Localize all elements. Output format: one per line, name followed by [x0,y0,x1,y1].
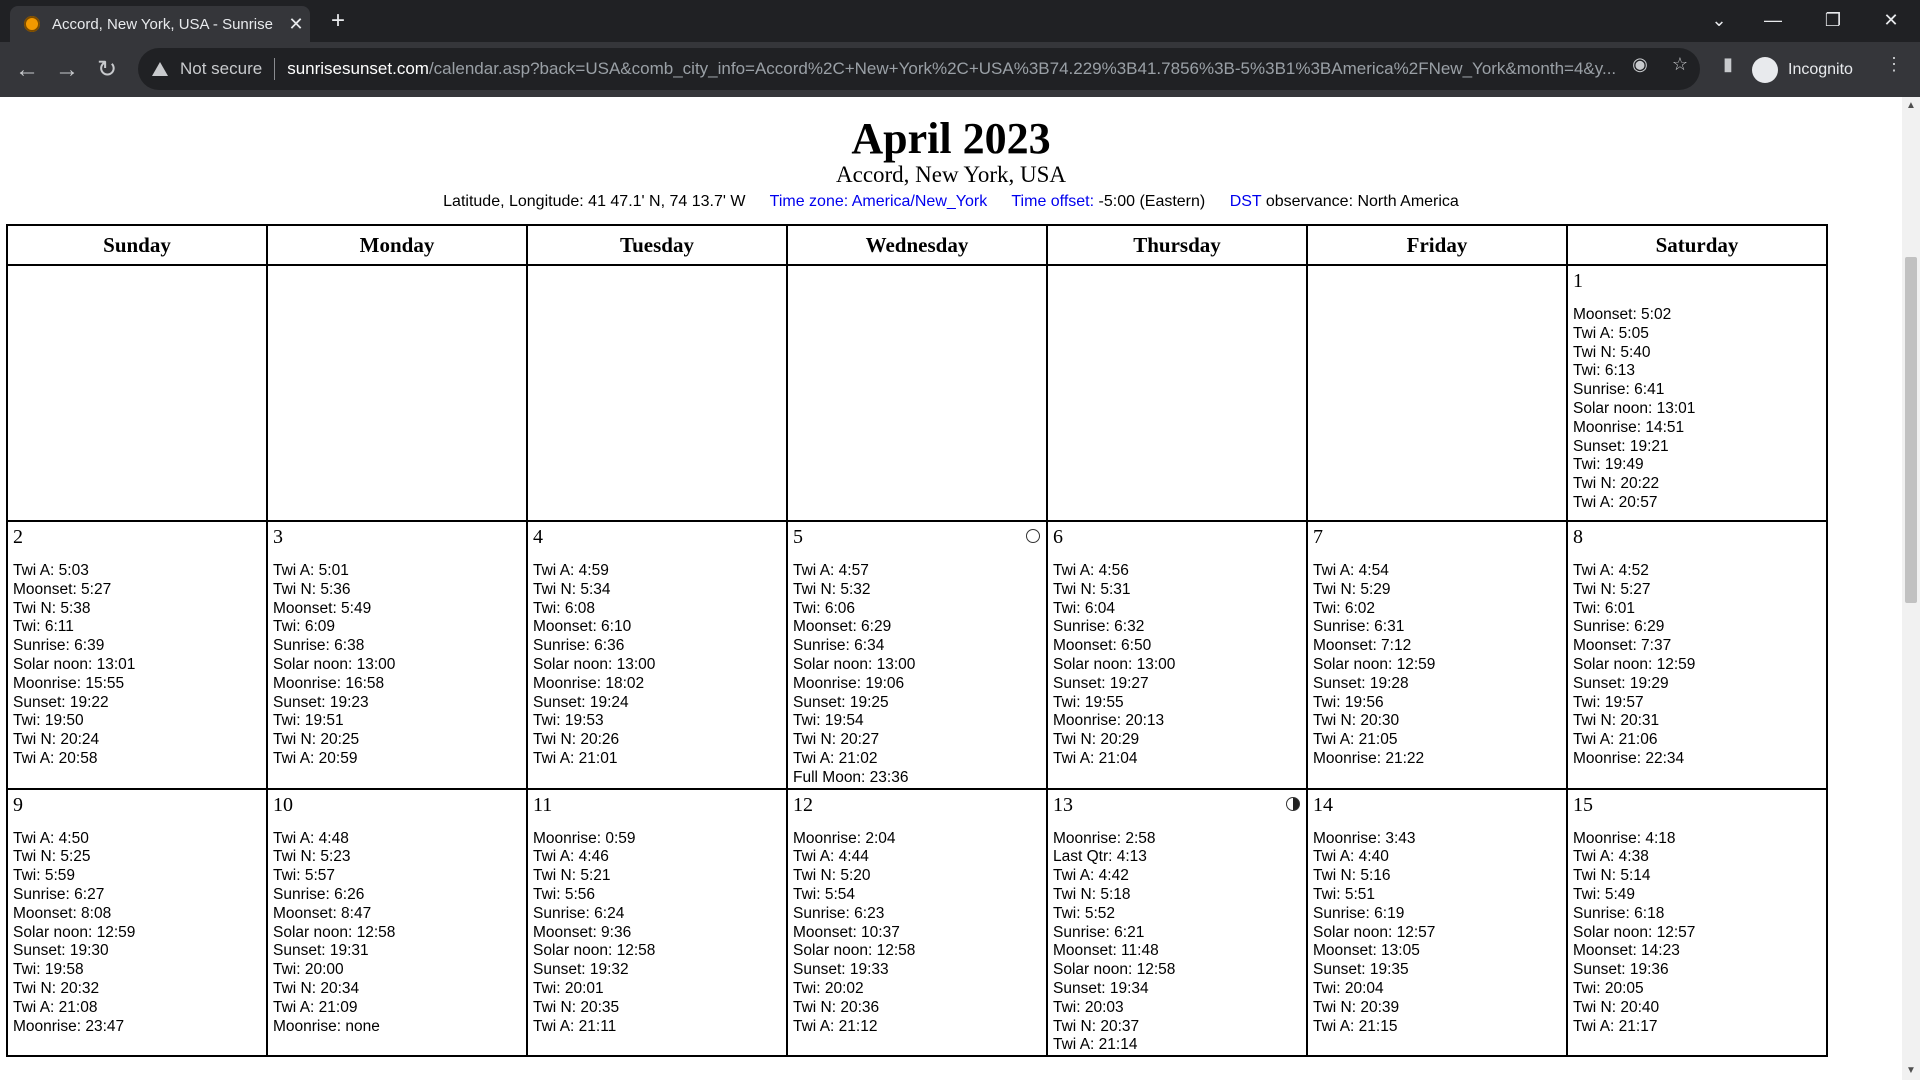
day-number: 9 [13,793,23,816]
day-event: Twi: 19:49 [1573,456,1644,474]
kebab-menu-icon[interactable]: ⋮ [1885,54,1903,74]
day-event: Twi: 5:59 [13,867,76,885]
scroll-up-arrow-icon[interactable]: ▲ [1906,100,1916,111]
day-event: Twi A: 4:56 [1053,562,1129,579]
url-path: /calendar.asp?back=USA&comb_city_info=Accord%2C+New+York%2C+USA%3B74.229%3B41.7856%3B-5%3B1%3BAmerica%2FNew_York&month=4&y... [428,59,1617,78]
day-event: Twi N: 5:36 [273,580,351,598]
day-event: Twi A: 4:46 [533,848,609,866]
location-info [0,193,1902,211]
day-event: Sunset: 19:25 [793,693,889,711]
day-event: Solar noon: 12:58 [793,942,916,960]
calendar-day-cell [787,789,1047,1057]
day-event: Twi N: 5:16 [1313,867,1391,885]
day-event: Twi N: 20:30 [1313,712,1400,730]
day-event: Twi A: 21:12 [793,1017,878,1035]
incognito-profile-button[interactable] [1752,52,1853,88]
day-event: Sunrise: 6:41 [1573,381,1665,399]
day-event: Twi N: 5:29 [1313,580,1391,598]
day-event: Moonrise: 19:06 [793,674,905,692]
weekday-header-row [7,225,1827,265]
scrollbar[interactable] [1902,97,1920,1080]
day-event: Moonset: 8:08 [13,904,112,922]
day-event: Moonset: 6:50 [1053,637,1152,655]
day-event: Twi N: 5:34 [533,580,611,598]
day-event: Twi A: 4:57 [793,562,869,579]
day-event: Sunset: 19:30 [13,942,109,960]
day-event: Twi A: 21:17 [1573,1017,1658,1035]
day-number: 15 [1573,793,1593,816]
day-event: Twi: 5:54 [793,885,856,903]
calendar-week-row [7,265,1827,521]
day-event: Twi N: 5:31 [1053,580,1131,598]
empty-day-cell [1307,265,1567,521]
day-number: 11 [533,793,553,816]
day-event: Twi N: 20:36 [793,998,880,1016]
day-event: Solar noon: 12:58 [273,923,396,941]
day-event: Twi: 19:55 [1053,693,1124,711]
new-tab-button[interactable]: + [330,7,345,34]
calendar-day-cell [1567,789,1827,1057]
url-host: sunrisesunset.com [287,59,429,78]
day-event: Moonset: 5:49 [273,599,372,617]
day-number: 5 [793,526,803,548]
day-event: Twi: 19:53 [533,712,604,730]
day-event: Sunset: 19:36 [1573,961,1669,979]
calendar-day-cell [267,521,527,789]
day-number: 4 [533,526,543,548]
day-event: Twi N: 5:38 [13,599,91,617]
day-event: Twi: 20:01 [533,979,604,997]
day-event: Twi N: 5:27 [1573,580,1651,598]
day-event: Moonset: 9:36 [533,923,632,941]
minimize-button[interactable]: — [1764,10,1782,30]
day-event: Solar noon: 12:58 [1053,961,1176,979]
empty-day-cell [267,265,527,521]
day-event: Sunrise: 6:23 [793,904,885,922]
day-event: Sunset: 19:29 [1573,674,1669,692]
day-event: Sunset: 19:31 [273,942,369,960]
full-moon-icon [1026,529,1040,543]
day-event: Solar noon: 13:00 [1053,655,1176,673]
day-event: Twi A: 4:48 [273,829,349,847]
day-event: Twi A: 4:54 [1313,562,1389,579]
day-event: Twi A: 21:04 [1053,749,1138,767]
day-event: Solar noon: 12:59 [1573,655,1696,673]
day-event: Twi A: 21:08 [13,998,98,1016]
day-event: Sunrise: 6:24 [533,904,625,922]
day-event: Twi N: 20:31 [1573,712,1660,730]
weekday-header: Wednesday [787,225,1047,265]
day-event: Moonset: 13:05 [1313,942,1420,960]
day-event: Sunrise: 6:31 [1313,618,1405,636]
calendar-day-cell [1307,789,1567,1057]
day-event: Twi N: 20:22 [1573,475,1660,493]
day-event: Twi N: 5:40 [1573,343,1651,361]
day-event: Moonrise: 15:55 [13,674,125,692]
day-event: Moonset: 5:27 [13,580,112,598]
day-event: Solar noon: 12:59 [1313,655,1436,673]
day-event: Twi N: 20:24 [13,731,100,749]
day-event: Twi N: 5:32 [793,580,871,598]
day-event: Solar noon: 13:00 [533,655,656,673]
day-event: Twi A: 21:06 [1573,731,1658,749]
day-event: Twi: 6:09 [273,618,336,636]
weekday-header: Thursday [1047,225,1307,265]
day-event: Twi A: 4:44 [793,848,869,866]
day-event: Twi N: 5:14 [1573,867,1651,885]
calendar-day-cell [787,521,1047,789]
calendar-day-cell [527,521,787,789]
day-event: Solar noon: 12:57 [1573,923,1696,941]
page-title: April 2023 [851,114,1051,163]
calendar-day-cell [7,789,267,1057]
browser-toolbar [0,42,1920,97]
reload-icon[interactable]: ↻ [96,56,118,83]
forward-arrow-icon[interactable]: → [55,56,79,83]
day-event: Sunset: 19:21 [1573,437,1669,455]
tab-title: Accord, New York, USA - Sunrise [52,15,273,33]
last-quarter-moon-icon [1286,797,1300,811]
day-event: Moonrise: 16:58 [273,674,385,692]
day-event: Sunrise: 6:19 [1313,904,1405,922]
city-name: Accord, New York, USA [836,162,1066,187]
day-event: Twi: 19:54 [793,712,864,730]
day-event: Twi: 19:51 [273,712,344,730]
calendar-day-cell [7,521,267,789]
day-event: Twi N: 20:26 [533,731,620,749]
day-event: Moonset: 8:47 [273,904,372,922]
day-event: Sunrise: 6:26 [273,885,365,903]
day-number: 13 [1053,793,1073,816]
day-event: Moonrise: none [273,1017,380,1035]
empty-day-cell [7,265,267,521]
day-event: Twi N: 20:34 [273,979,360,997]
day-event: Full Moon: 23:36 [793,768,909,786]
eye-off-icon[interactable]: ◉ [1632,54,1648,74]
day-event: Twi: 20:05 [1573,979,1644,997]
weekday-header: Monday [267,225,527,265]
day-event: Moonrise: 2:58 [1053,829,1156,847]
day-event: Twi A: 20:57 [1573,493,1658,511]
day-event: Moonrise: 2:04 [793,829,896,847]
day-event: Twi A: 21:05 [1313,731,1398,749]
day-event: Twi N: 20:25 [273,731,360,749]
day-event: Twi N: 20:32 [13,979,100,997]
day-event: Twi: 6:02 [1313,599,1376,617]
day-event: Twi: 19:58 [13,961,84,979]
day-event: Twi N: 5:25 [13,848,91,866]
day-event: Solar noon: 13:01 [1573,399,1696,417]
day-event: Twi: 6:13 [1573,362,1636,380]
day-event: Sunset: 19:35 [1313,961,1409,979]
day-event: Moonset: 5:02 [1573,306,1672,323]
security-label[interactable]: Not secure [180,59,263,78]
warning-triangle-icon [152,62,168,76]
day-event: Twi: 20:02 [793,979,864,997]
browser-tab[interactable] [10,6,310,42]
day-event: Twi A: 21:02 [793,749,878,767]
day-event: Twi: 20:03 [1053,998,1124,1016]
incognito-icon [1752,57,1778,83]
dst-value: observance: North America [1261,193,1459,210]
day-event: Twi A: 21:15 [1313,1017,1398,1035]
day-event: Twi: 6:11 [13,618,74,636]
day-event: Solar noon: 12:58 [533,942,656,960]
day-event: Twi: 6:01 [1573,599,1636,617]
day-event: Twi N: 20:35 [533,998,620,1016]
restore-button[interactable]: ❐ [1824,10,1842,30]
day-event: Twi N: 5:21 [533,867,611,885]
day-event: Moonrise: 20:13 [1053,712,1165,730]
day-number: 12 [793,793,813,816]
day-event: Sunset: 19:23 [273,693,369,711]
day-event: Twi A: 5:03 [13,562,89,579]
day-event: Last Qtr: 4:13 [1053,848,1147,866]
back-arrow-icon[interactable]: ← [15,56,39,83]
scrollbar-thumb[interactable] [1905,257,1917,603]
day-event: Twi: 19:57 [1573,693,1644,711]
day-event: Twi: 5:56 [533,885,596,903]
calendar-day-cell [527,789,787,1057]
day-event: Moonrise: 14:51 [1573,418,1685,436]
day-event: Sunset: 19:32 [533,961,629,979]
timezone-link[interactable]: Time zone: America/New_York [769,193,988,210]
day-event: Twi: 5:57 [273,867,336,885]
day-number: 1 [1573,270,1583,292]
weekday-header: Saturday [1567,225,1827,265]
day-event: Twi N: 20:37 [1053,1017,1140,1035]
day-event: Sunrise: 6:27 [13,885,105,903]
day-event: Solar noon: 12:57 [1313,923,1436,941]
day-event: Twi: 5:52 [1053,904,1116,922]
day-event: Twi N: 20:29 [1053,731,1140,749]
day-event: Sunset: 19:28 [1313,674,1409,692]
day-event: Moonrise: 23:47 [13,1017,125,1035]
day-event: Twi N: 20:39 [1313,998,1400,1016]
day-event: Moonset: 11:48 [1053,942,1159,960]
day-event: Twi N: 5:18 [1053,885,1131,903]
day-event: Twi N: 5:23 [273,848,351,866]
day-event: Twi: 5:51 [1313,885,1376,903]
day-event: Moonrise: 0:59 [533,829,636,847]
empty-day-cell [527,265,787,521]
day-event: Moonset: 7:37 [1573,637,1672,655]
day-event: Twi A: 21:01 [533,749,618,767]
day-event: Sunrise: 6:34 [793,637,885,655]
calendar-table [6,224,1828,1057]
day-event: Solar noon: 13:00 [273,655,396,673]
day-event: Twi A: 5:05 [1573,324,1649,342]
day-event: Moonset: 6:10 [533,618,632,636]
calendar-day-cell [1567,521,1827,789]
omnibox-divider [274,58,275,80]
day-event: Sunrise: 6:36 [533,637,625,655]
day-event: Sunrise: 6:38 [273,637,365,655]
empty-day-cell [1047,265,1307,521]
weekday-header: Friday [1307,225,1567,265]
day-number: 2 [13,526,23,548]
day-event: Twi A: 21:14 [1053,1036,1138,1054]
day-event: Sunrise: 6:29 [1573,618,1665,636]
day-number: 10 [273,793,293,816]
day-event: Solar noon: 13:01 [13,655,136,673]
day-event: Twi A: 4:59 [533,562,609,579]
day-event: Moonrise: 4:18 [1573,829,1676,847]
day-event: Twi: 19:50 [13,712,84,730]
weekday-header: Tuesday [527,225,787,265]
day-event: Sunrise: 6:21 [1053,923,1145,941]
side-panel-icon[interactable]: ▮ [1723,54,1733,74]
day-event: Moonrise: 22:34 [1573,749,1685,767]
day-event: Twi A: 20:58 [13,749,98,767]
day-event: Twi: 6:06 [793,599,856,617]
day-event: Twi A: 4:42 [1053,867,1129,885]
calendar-week-row [7,789,1827,1057]
day-event: Sunset: 19:34 [1053,979,1149,997]
day-number: 7 [1313,526,1323,548]
bookmark-star-icon[interactable]: ☆ [1671,54,1689,74]
sun-favicon-icon [24,16,40,32]
day-event: Sunrise: 6:39 [13,637,105,655]
day-event: Twi: 6:04 [1053,599,1116,617]
day-event: Twi N: 20:40 [1573,998,1660,1016]
day-event: Twi A: 21:09 [273,998,358,1016]
day-event: Sunset: 19:33 [793,961,889,979]
day-event: Solar noon: 12:59 [13,923,136,941]
day-event: Moonrise: 3:43 [1313,829,1416,847]
day-event: Moonrise: 18:02 [533,674,645,692]
day-event: Moonrise: 21:22 [1313,749,1425,767]
scroll-down-arrow-icon[interactable]: ▼ [1906,1065,1916,1076]
day-event: Twi A: 20:59 [273,749,358,767]
day-event: Twi A: 4:40 [1313,848,1389,866]
day-number: 8 [1573,526,1583,548]
day-number: 3 [273,526,283,548]
day-event: Twi A: 4:38 [1573,848,1649,866]
calendar-day-cell [1567,265,1827,521]
day-event: Moonset: 14:23 [1573,942,1680,960]
dst-link[interactable]: DST [1229,193,1262,210]
day-event: Twi N: 20:27 [793,731,880,749]
url-text[interactable] [287,59,1620,79]
day-event: Moonset: 10:37 [793,923,900,941]
incognito-label: Incognito [1788,61,1853,78]
day-event: Twi N: 5:20 [793,867,871,885]
day-event: Moonset: 7:12 [1313,637,1412,655]
close-tab-icon[interactable]: ✕ [288,13,304,34]
day-event: Sunset: 19:24 [533,693,629,711]
day-event: Solar noon: 13:00 [793,655,916,673]
day-event: Twi A: 4:52 [1573,562,1649,579]
day-event: Sunrise: 6:18 [1573,904,1665,922]
calendar-day-cell [1047,789,1307,1057]
page-content [0,97,1902,1080]
day-event: Twi: 20:00 [273,961,344,979]
day-event: Twi: 5:49 [1573,885,1636,903]
calendar-day-cell [1047,521,1307,789]
day-event: Twi A: 5:01 [273,562,349,579]
calendar-day-cell [267,789,527,1057]
empty-day-cell [787,265,1047,521]
lat-long: Latitude, Longitude: 41 47.1' N, 74 13.7' W [443,193,746,210]
day-number: 6 [1053,526,1063,548]
browser-tab-strip [0,0,1920,42]
address-bar[interactable] [138,48,1700,90]
day-event: Twi: 20:04 [1313,979,1384,997]
day-event: Sunrise: 6:32 [1053,618,1145,636]
time-offset-link[interactable]: Time offset: [1011,193,1095,210]
day-event: Twi: 6:08 [533,599,596,617]
weekday-header: Sunday [7,225,267,265]
day-event: Twi A: 21:11 [533,1017,617,1035]
window-close-button[interactable]: ✕ [1883,10,1899,30]
day-event: Sunset: 19:22 [13,693,109,711]
time-offset-value: -5:00 (Eastern) [1094,193,1206,210]
calendar-week-row [7,521,1827,789]
tab-search-chevron-icon[interactable]: ⌄ [1711,10,1727,30]
day-event: Moonset: 6:29 [793,618,892,636]
day-number: 14 [1313,793,1333,816]
day-event: Twi A: 4:50 [13,829,89,847]
day-event: Sunset: 19:27 [1053,674,1149,692]
calendar-day-cell [1307,521,1567,789]
day-event: Twi: 19:56 [1313,693,1384,711]
